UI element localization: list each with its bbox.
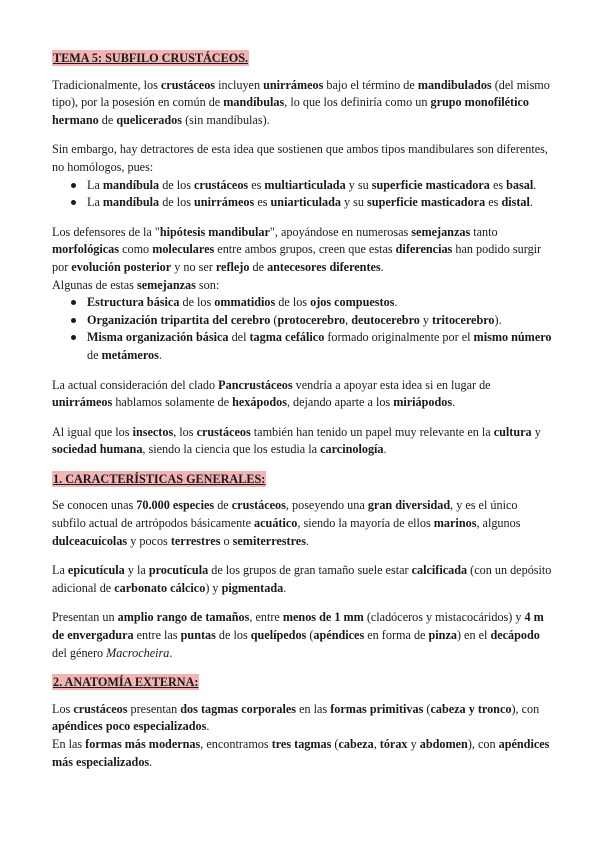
text-run: , siendo la mayoría de ellos xyxy=(297,516,434,531)
text-run: de los xyxy=(179,295,215,310)
bold-term: superficie masticadora xyxy=(367,195,486,210)
bold-term: basal xyxy=(506,177,534,192)
text-run: Los defensores de la " xyxy=(52,224,160,239)
list-item xyxy=(52,312,552,330)
text-run: entre ambos grupos, creen que estas xyxy=(214,242,396,257)
bold-term: apéndices poco especializados xyxy=(52,719,207,734)
bold-term: carcinología xyxy=(320,442,384,457)
text-run: y su xyxy=(340,195,368,210)
text-run: incluyen xyxy=(215,77,264,92)
section-heading-tema xyxy=(52,50,552,68)
bold-term: evolución posterior xyxy=(71,259,172,274)
text-run: vendría a apoyar esta idea si en lugar de xyxy=(292,377,491,392)
text-run: y su xyxy=(345,177,372,192)
bold-term: carbonato cálcico xyxy=(114,580,206,595)
text-run: , lo que los definiría como un xyxy=(284,95,431,110)
bold-term: diferencias xyxy=(395,242,453,257)
text-run: han podido surgir por xyxy=(52,242,542,274)
text-run: ( xyxy=(331,737,339,751)
text-run: (cladóceros y mistacocáridos) y xyxy=(363,610,525,625)
text-run: . xyxy=(206,719,210,734)
text-run: Sin embargo, hay detractores de esta idea que sostienen que ambos tipos mandibulares son diferentes, no homólogos, pues: xyxy=(52,142,548,174)
text-run: Presentan un xyxy=(52,610,118,625)
bold-term: uniarticulada xyxy=(270,195,341,210)
bold-term: Pancrustáceos xyxy=(218,377,293,392)
bold-term: calcificada xyxy=(411,563,468,578)
text-run: o xyxy=(220,533,233,548)
bold-term: apéndices xyxy=(313,628,365,643)
bold-term: marinos xyxy=(433,516,477,531)
bold-term: protocerebro xyxy=(277,312,346,327)
bold-term: tórax xyxy=(379,737,408,751)
paragraph-cuticle xyxy=(52,562,552,597)
text-run: del xyxy=(228,330,250,345)
text-run: . xyxy=(394,295,398,310)
bold-term: acuático xyxy=(254,516,298,531)
bold-term: crustáceos xyxy=(160,77,216,92)
bold-term: menos de 1 mm xyxy=(282,610,364,625)
text-run: ( xyxy=(270,312,278,327)
text-run: en forma de xyxy=(364,628,429,643)
bold-term: tres tagmas xyxy=(271,737,332,751)
bold-term: unirrámeos xyxy=(194,195,255,210)
heading-tema-text: TEMA 5: SUBFILO CRUSTÁCEOS. xyxy=(53,51,249,65)
text-run: . xyxy=(149,754,153,769)
bold-term: mandíbulas xyxy=(223,95,285,110)
text-run: . xyxy=(383,442,387,457)
text-run: (del mismo tipo), por la posesión en común de xyxy=(52,77,550,110)
bold-term: puntas xyxy=(180,628,216,643)
text-run: son: xyxy=(195,277,220,292)
text-run: de xyxy=(214,498,232,513)
text-run: , siendo la ciencia que los estudia la xyxy=(142,442,321,457)
text-run: . xyxy=(529,195,533,210)
list-similarities xyxy=(52,294,552,364)
bold-term: moleculares xyxy=(152,242,215,257)
text-run: Se conocen unas xyxy=(52,498,137,513)
italic-term: Macrocheira xyxy=(106,645,170,660)
text-run: La xyxy=(87,195,103,210)
text-run: ), con xyxy=(467,737,499,751)
paragraph-hypothesis xyxy=(52,224,552,277)
bold-term: distal xyxy=(501,195,530,210)
bold-term: epicutícula xyxy=(67,563,125,578)
text-run: y xyxy=(419,312,433,327)
text-run: de los xyxy=(159,195,195,210)
bold-term: morfológicas xyxy=(52,242,120,257)
bold-term: formas primitivas xyxy=(330,701,424,716)
text-run: del género xyxy=(52,645,107,660)
text-run: La xyxy=(87,177,103,192)
text-run: es xyxy=(248,177,265,192)
text-run: , los xyxy=(173,424,197,439)
paragraph-detractors xyxy=(52,141,552,176)
bold-term: quelípedos xyxy=(250,628,307,643)
bold-term: unirrámeos xyxy=(263,77,324,92)
bold-term: terrestres xyxy=(170,533,221,548)
list-item xyxy=(52,177,552,195)
paragraph-modern-forms xyxy=(52,736,552,771)
heading-2-text: 2. ANATOMÍA EXTERNA: xyxy=(53,675,199,690)
text-run: y la xyxy=(124,563,149,578)
bold-term: deutocerebro xyxy=(351,312,420,327)
bold-term: unirrámeos xyxy=(52,395,113,410)
text-run: ( xyxy=(423,701,431,716)
text-run: , poseyendo una xyxy=(285,498,368,513)
bold-term: crustáceos xyxy=(231,498,286,513)
bold-term: sociedad humana xyxy=(52,442,143,457)
text-run: también han tenido un papel muy relevante en la xyxy=(250,424,494,439)
bold-term: abdomen xyxy=(419,737,468,751)
text-run: La xyxy=(52,563,68,578)
bold-term: quelicerados xyxy=(116,112,183,127)
document-page xyxy=(52,50,552,771)
text-run: ( xyxy=(306,628,314,643)
text-run: ). xyxy=(494,312,502,327)
bold-term: cabeza xyxy=(338,737,374,751)
bold-term: tritocerebro xyxy=(432,312,495,327)
text-run: ), con xyxy=(511,701,540,716)
text-run: ) y xyxy=(205,580,222,595)
bold-term: mandibulados xyxy=(417,77,492,92)
text-run: , algunos xyxy=(476,516,521,531)
bold-term: 4 m de envergadura xyxy=(52,610,544,643)
paragraph-similarities-intro xyxy=(52,277,552,295)
bold-term: cabeza y tronco xyxy=(430,701,512,716)
text-run: (con un depósito adicional de xyxy=(52,563,552,595)
section-heading-2 xyxy=(52,674,552,692)
text-run: . xyxy=(158,347,162,362)
bold-term: crustáceos xyxy=(194,177,249,192)
bold-term: metámeros xyxy=(101,347,159,362)
bold-term: crustáceos xyxy=(73,701,128,716)
text-run: , encontramos xyxy=(200,737,272,751)
bold-term: mandíbula xyxy=(102,195,160,210)
paragraph-sizes xyxy=(52,609,552,662)
text-run: . xyxy=(380,259,384,274)
text-run: de los xyxy=(275,295,311,310)
bold-term: miriápodos xyxy=(393,395,453,410)
paragraph-pancrustaceans xyxy=(52,377,552,412)
bold-term: Organización tripartita del cerebro xyxy=(87,312,271,327)
text-run: en las xyxy=(296,701,331,716)
text-run: , dejando aparte a los xyxy=(286,395,394,410)
text-run: , y es el único subfilo actual de artrópodos básicamente xyxy=(52,498,518,531)
bold-term: grupo monofilético hermano xyxy=(52,95,529,127)
text-run: tanto xyxy=(470,224,498,239)
bold-term: cultura xyxy=(493,424,532,439)
text-run: (sin mandíbulas). xyxy=(182,112,270,127)
bold-term: hexápodos xyxy=(232,395,287,410)
text-run: y no ser xyxy=(171,259,216,274)
bold-term: ommatidios xyxy=(214,295,276,310)
list-mandible-differences xyxy=(52,177,552,212)
paragraph-primitive-forms xyxy=(52,701,552,736)
text-run: Tradicionalmente, los xyxy=(52,77,161,92)
text-run: y xyxy=(531,424,541,439)
text-run: . xyxy=(283,580,287,595)
text-run: presentan xyxy=(127,701,181,716)
text-run: Los xyxy=(52,701,74,716)
bold-term: dos tagmas corporales xyxy=(180,701,297,716)
list-item xyxy=(52,194,552,212)
text-run: de xyxy=(87,347,102,362)
bold-term: crustáceos xyxy=(196,424,251,439)
bold-term: decápodo xyxy=(490,628,540,643)
bold-term: Estructura básica xyxy=(87,295,180,310)
text-run: formado originalmente por el xyxy=(324,330,474,345)
bold-term: semiterrestres xyxy=(232,533,306,548)
text-run: . xyxy=(452,395,456,410)
bold-term: hipótesis mandibular xyxy=(159,224,270,239)
paragraph-species xyxy=(52,497,552,550)
bold-term: dulceacuícolas xyxy=(52,533,128,548)
text-run: entre las xyxy=(133,628,181,643)
text-run: , xyxy=(345,312,352,327)
text-run: ", apoyándose en numerosas xyxy=(269,224,412,239)
paragraph-culture xyxy=(52,424,552,459)
text-run: es xyxy=(254,195,271,210)
text-run: ) en el xyxy=(456,628,491,643)
text-run: , xyxy=(373,737,380,751)
list-item xyxy=(52,329,552,364)
bold-term: 70.000 especies xyxy=(136,498,215,513)
text-run: de los xyxy=(215,628,251,643)
text-run: de xyxy=(98,112,117,127)
bold-term: gran diversidad xyxy=(367,498,451,513)
text-run: y pocos xyxy=(127,533,171,548)
bold-term: formas más modernas xyxy=(85,737,201,751)
text-run: . xyxy=(305,533,309,548)
bold-term: mandíbula xyxy=(102,177,160,192)
text-run: . xyxy=(169,645,173,660)
text-run: Algunas de estas xyxy=(52,277,137,292)
text-run: es xyxy=(485,195,502,210)
text-run: es xyxy=(489,177,507,192)
text-run: de xyxy=(249,259,268,274)
paragraph-intro xyxy=(52,77,552,130)
bold-term: superficie masticadora xyxy=(371,177,490,192)
bold-term: semejanzas xyxy=(136,277,196,292)
text-run: Al igual que los xyxy=(52,424,133,439)
list-item xyxy=(52,294,552,312)
section-heading-1 xyxy=(52,471,552,489)
text-run: bajo el término de xyxy=(323,77,418,92)
bold-term: semejanzas xyxy=(411,224,471,239)
bold-term: multiarticulada xyxy=(264,177,346,192)
bold-term: pinza xyxy=(428,628,457,643)
text-run: , entre xyxy=(249,610,283,625)
bold-term: insectos xyxy=(132,424,174,439)
text-run: La actual consideración del clado xyxy=(52,377,219,392)
text-run: de los xyxy=(159,177,195,192)
bold-term: reflejo xyxy=(215,259,250,274)
text-run: hablamos solamente de xyxy=(112,395,233,410)
bold-term: tagma cefálico xyxy=(249,330,325,345)
text-run: de los grupos de gran tamaño suele estar xyxy=(208,563,412,578)
bold-term: mismo número xyxy=(473,330,552,345)
bold-term: antecesores diferentes xyxy=(267,259,381,274)
text-run: como xyxy=(119,242,153,257)
bold-term: procutícula xyxy=(148,563,209,578)
bold-term: Misma organización básica xyxy=(87,330,229,345)
bold-term: amplio rango de tamaños xyxy=(117,610,250,625)
text-run: En las xyxy=(52,737,86,751)
bold-term: apéndices más especializados xyxy=(52,737,550,769)
bold-term: ojos compuestos xyxy=(310,295,395,310)
text-run: y xyxy=(407,737,420,751)
heading-1-text: 1. CARACTERÍSTICAS GENERALES: xyxy=(53,471,266,486)
bold-term: pigmentada xyxy=(221,580,284,595)
text-run: . xyxy=(533,177,537,192)
